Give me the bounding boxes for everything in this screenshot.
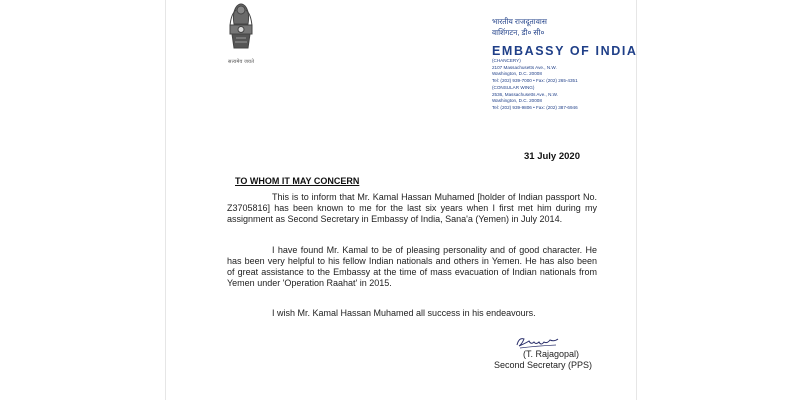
embassy-name: EMBASSY OF INDIA xyxy=(492,44,638,58)
national-emblem-icon xyxy=(222,0,260,58)
emblem-motto: सत्यमेव जयते xyxy=(228,59,255,65)
letter-subject: TO WHOM IT MAY CONCERN xyxy=(235,176,360,186)
chancery-label: (CHANCERY) xyxy=(492,58,521,63)
consular-phone: Tel: (202) 939-9806 • Fax: (202) 387-6946 xyxy=(492,104,578,110)
consular-label: (CONSULAR WING) xyxy=(492,84,535,90)
signature xyxy=(514,334,560,350)
consular-street: 2536, Massachusetts Ave., N.W. xyxy=(492,91,559,97)
letter-date: 31 July 2020 xyxy=(524,151,580,162)
consular-city: Washington, D.C. 20008 xyxy=(492,98,542,104)
letterhead-hindi xyxy=(492,16,547,38)
signatory-title: Second Secretary (PPS) xyxy=(494,360,593,370)
hindi-city: वाशिंगटन, डी० सी० xyxy=(492,28,545,37)
chancery-street: 2107 Massachusetts Ave., N.W. xyxy=(492,64,557,70)
paragraph-character: I have found Mr. Kamal to be of pleasing personality and of good character. He has been very helpful to his fellow Indian nationals and others in Yemen. He has also been of great assistance to the Embassy at the time of mass evacuation of Indian nationals from Yemen under 'Operation Raahat' in 2015. xyxy=(227,245,597,288)
chancery-phone: Tel: (202) 939-7000 • Fax: (202) 265-4351 xyxy=(492,78,578,84)
chancery-city: Washington, D.C. 20008 xyxy=(492,71,542,77)
signatory-name: (T. Rajagopal) xyxy=(523,349,580,359)
embassy-address xyxy=(492,58,578,112)
hindi-embassy-name: भारतीय राजदूतावास xyxy=(492,17,547,26)
paragraph-intro: This is to inform that Mr. Kamal Hassan Muhamed [holder of Indian passport No. Z3705816] has been known to me for the last six years when I first met him during my assignment as Second Secretary in Embassy of India, Sana'a (Yemen) in July 2014. xyxy=(227,192,597,224)
paragraph-closing: I wish Mr. Kamal Hassan Muhamed all success in his endeavours. xyxy=(272,308,536,318)
